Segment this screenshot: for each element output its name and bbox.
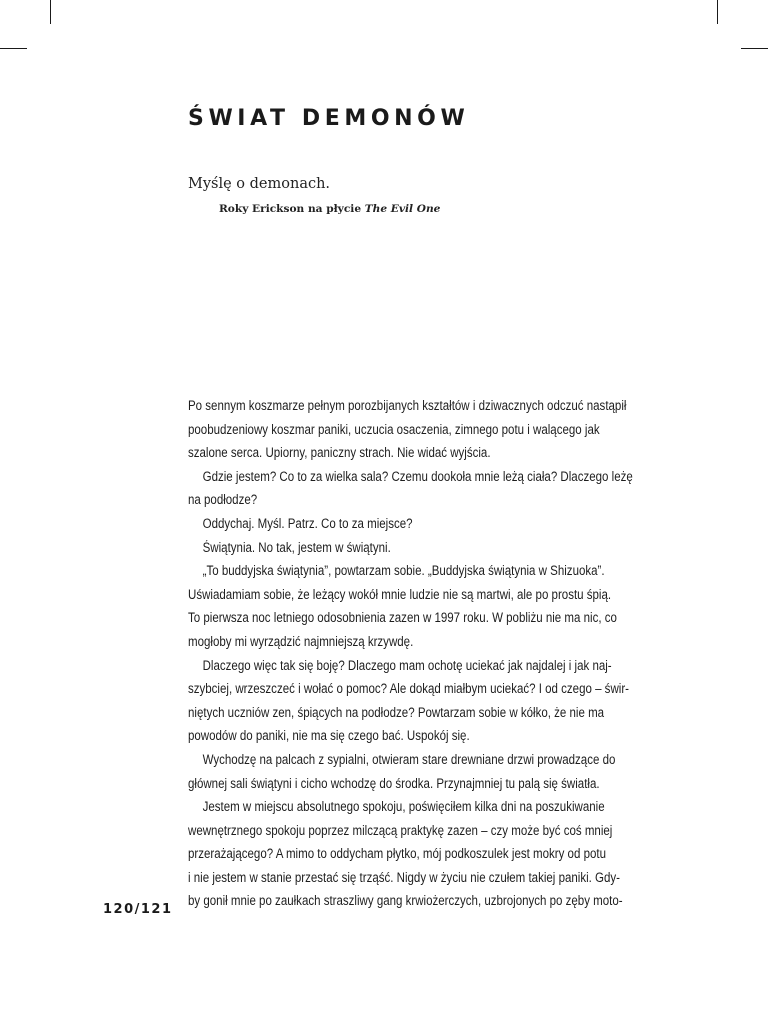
body-line: przerażającego? A mimo to oddycham płytko, mój podkoszulek jest mokry od potu — [188, 846, 606, 862]
body-line: wewnętrznego spokoju poprzez milczącą praktykę zazen – czy może być coś mniej — [188, 822, 613, 838]
epigraph-album-title: The Evil One — [364, 203, 441, 215]
crop-mark-right — [741, 48, 768, 49]
page-number: 120/121 — [103, 902, 173, 917]
body-text — [188, 394, 650, 913]
body-line: Jestem w miejscu absolutnego spokoju, poświęciłem kilka dni na poszukiwanie — [202, 799, 605, 815]
body-line: i nie jestem w stanie przestać się trząść. Nigdy w życiu nie czułem takiej paniki. Gdy- — [188, 869, 621, 885]
body-line: na podłodze? — [188, 492, 258, 508]
body-line: by gonił mnie po zaułkach straszliwy gang krwiożerczych, uzbrojonych po zęby moto- — [188, 893, 623, 909]
body-line: powodów do paniki, nie ma się czego bać. Uspokój się. — [188, 728, 470, 744]
body-line: głównej sali świątyni i cicho wchodzę do środka. Przynajmniej tu palą się światła. — [188, 775, 600, 791]
body-line: mogłoby mi wyrządzić najmniejszą krzywdę. — [188, 633, 414, 649]
body-line: szalone serca. Upiorny, paniczny strach. Nie widać wyjścia. — [188, 445, 491, 461]
body-line: Dlaczego więc tak się boję? Dlaczego mam ochotę uciekać jak najdalej i jak naj- — [202, 657, 612, 673]
body-line: To pierwsza noc letniego odosobnienia zazen w 1997 roku. W pobliżu nie ma nic, co — [188, 610, 617, 626]
body-line: Gdzie jestem? Co to za wielka sala? Czemu dookoła mnie leżą ciała? Dlaczego leżę — [202, 468, 633, 484]
body-line: Po sennym koszmarze pełnym porozbijanych kształtów i dziwacznych odczuć nastąpił — [188, 398, 627, 413]
body-line: Świątynia. No tak, jestem w świątyni. — [202, 539, 391, 555]
crop-mark-top-right — [717, 0, 718, 24]
crop-mark-top-left — [50, 0, 51, 24]
body-line: Uświadamiam sobie, że leżący wokół mnie ludzie nie są martwi, ale po prostu śpią. — [188, 586, 612, 602]
body-line: poobudzeniowy koszmar paniki, uczucia osaczenia, zimnego potu i walącego jak — [188, 421, 600, 437]
epigraph-attribution-prefix: Roky Erickson na płycie — [219, 203, 365, 215]
crop-mark-left — [0, 48, 27, 49]
body-line: Oddychaj. Myśl. Patrz. Co to za miejsce? — [202, 515, 413, 531]
body-line: „To buddyjska świątynia”, powtarzam sobie. „Buddyjska świątynia w Shizuoka”. — [202, 563, 605, 579]
epigraph-attribution — [219, 203, 440, 215]
body-line: szybciej, wrzeszczeć i wołać o pomoc? Ale dokąd miałbym uciekać? I od czego – świr- — [188, 681, 629, 697]
chapter-title: ŚWIAT DEMONÓW — [188, 106, 470, 131]
body-line: Wychodzę na palcach z sypialni, otwieram stare drewniane drzwi prowadzące do — [202, 751, 616, 767]
body-line: niętych uczniów zen, śpiących na podłodze? Powtarzam sobie w kółko, że nie ma — [188, 704, 605, 720]
epigraph-quote: Myślę o demonach. — [188, 176, 331, 192]
